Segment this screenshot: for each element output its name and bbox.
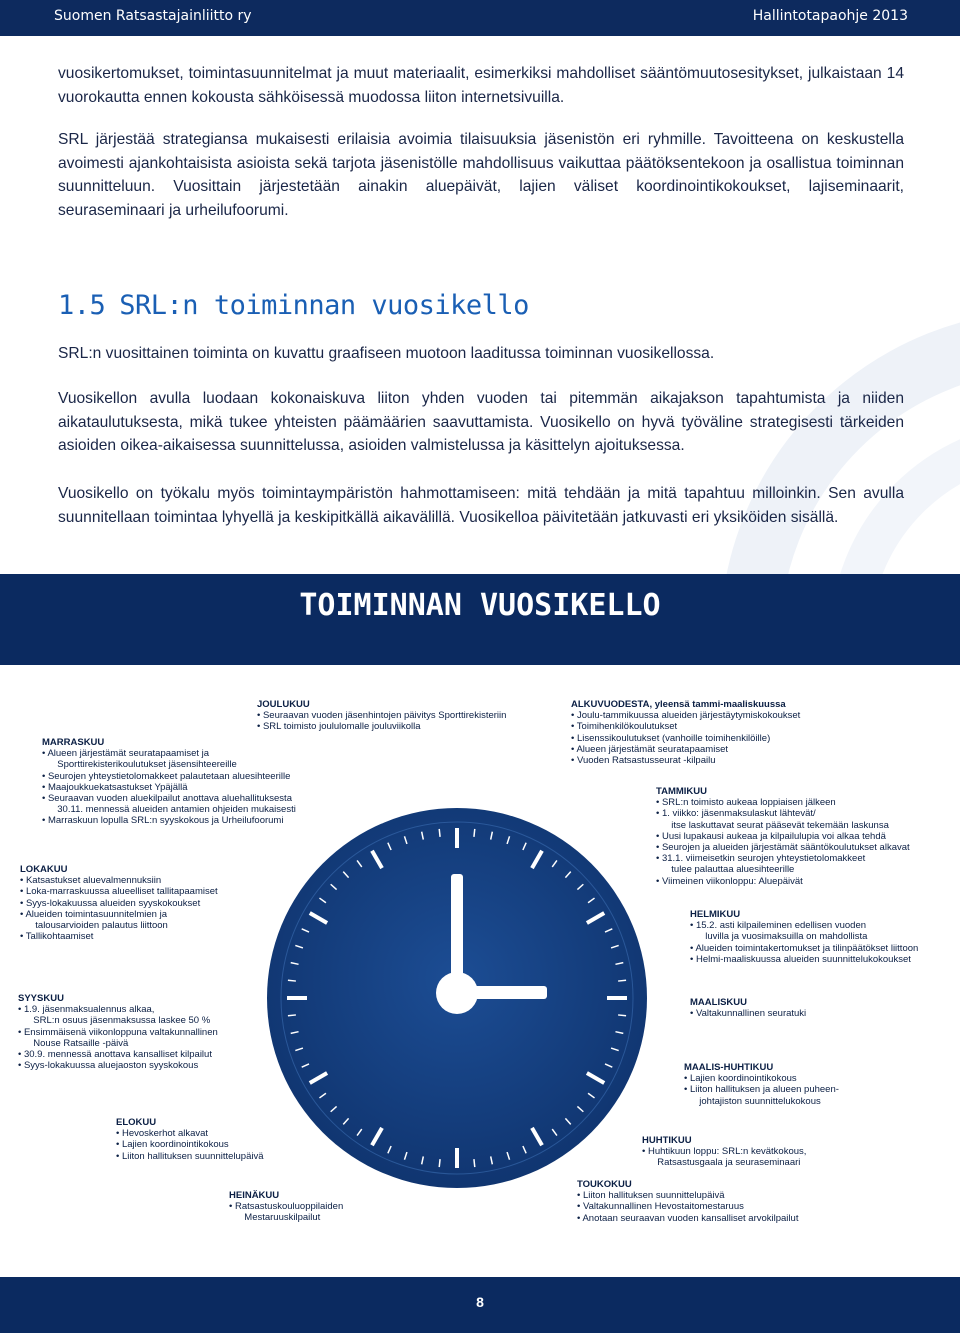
month-item: • 15.2. asti kilpaileminen edellisen vuoden luvilla ja vuosimaksuilla on mahdollista	[690, 920, 955, 942]
month-item: • SRL toimisto joululomalle jouluviikolla	[257, 721, 547, 732]
month-item: • Syys-lokakuussa aluejaoston syyskokous	[18, 1060, 258, 1071]
note-toukokuu	[577, 1179, 847, 1224]
month-item: • Liiton hallituksen suunnittelupäivä	[116, 1151, 316, 1162]
month-item: • Liiton hallituksen ja alueen puheen- johtajiston suunnittelukokous	[684, 1084, 924, 1106]
month-item: • Ensimmäisenä viikonloppuna valtakunnallinen Nouse Ratsaille -päivä	[18, 1027, 258, 1049]
minute-tick	[288, 1015, 296, 1016]
note-helmikuu	[690, 909, 955, 965]
month-item: • Viimeinen viikonloppu: Aluepäivät	[656, 876, 936, 887]
month-title: MAALIS-HUHTIKUU	[684, 1062, 774, 1073]
month-item: • Hevoskerhot alkavat	[116, 1128, 316, 1139]
intro-paragraph-2: SRL järjestää strategiansa mukaisesti erilaisia avoimia tilaisuuksia jäsenistön eri ryhmille. Tavoitteena on keskustella avoimesti ajankohtaisista asioista sekä tarjota jäsenistölle mahdollisuus vaikuttaa päätöksentekoon ja osallistua toiminnan suunnitteluun. Vuosittain järjestetään ainakin aluepäivät, lajien väliset koordinointikokoukset, lajiseminaarit, seuraseminaari ja urheilufoorumi.	[58, 131, 904, 219]
section-title: SRL:n toiminnan vuosikello	[119, 290, 529, 321]
month-item: • Valtakunnallinen seuratuki	[690, 1008, 920, 1019]
month-item: • Seurojen yhteystietolomakkeet palautetaan aluesihteerille	[42, 771, 332, 782]
note-joulukuu	[257, 699, 547, 733]
month-item: • Seurojen ja alueiden järjestämät sääntökoulutukset alkavat	[656, 842, 936, 853]
clock-center	[436, 972, 478, 1014]
month-item: • Uusi lupakausi aukeaa ja kilpailulupia voi alkaa tehdä	[656, 831, 936, 842]
month-title: SYYSKUU	[18, 993, 64, 1004]
month-title: MAALISKUU	[690, 997, 747, 1008]
month-title: TAMMIKUU	[656, 786, 708, 797]
month-item: • Syys-lokakuussa alueiden syyskokoukset	[20, 898, 260, 909]
intro-paragraph-1: vuosikertomukset, toimintasuunnitelmat ja muut materiaalit, esimerkiksi mahdolliset sääntömuutosesitykset, julkaistaan 14 vuorokautta ennen kokousta sähköisessä muodossa liiton internetsivuilla.	[58, 65, 904, 106]
clock-graphic	[265, 806, 649, 1190]
month-item: • Toimihenkilökoulutukset	[571, 721, 871, 732]
minute-tick	[439, 1159, 440, 1167]
month-title: ALKUVUODESTA, yleensä tammi-maaliskuussa	[571, 699, 786, 710]
month-item: • Lajien koordinointikokous	[116, 1139, 316, 1150]
document-title: Hallintotapaohje 2013	[752, 8, 908, 24]
month-item: • Tallikohtaamiset	[20, 931, 260, 942]
month-title: MARRASKUU	[42, 737, 105, 748]
month-item: • Alueen järjestämät seuratapaamiset ja Sporttirekisterikoulutukset jäsensihteereille	[42, 748, 332, 770]
month-item: • Valtakunnallinen Hevostaitomestaruus	[577, 1201, 847, 1212]
month-item: • Vuoden Ratsastusseurat -kilpailu	[571, 755, 871, 766]
note-elokuu	[116, 1117, 316, 1162]
month-item: • Joulu-tammikuussa alueiden järjestäytymiskokoukset	[571, 710, 871, 721]
note-tammikuu	[656, 786, 936, 887]
body-paragraph-3: Vuosikello on työkalu myös toimintaympäristön hahmottamiseen: mitä tehdään ja mitä tapahtuu milloinkin. Sen avulla suunnitellaan toimintaa lyhyellä ja keskipitkällä aikavälillä. Vuosikelloa päivitetään jatkuvasti eri yksiköiden sisällä.	[58, 485, 904, 526]
month-item: • Liiton hallituksen suunnittelupäivä	[577, 1190, 847, 1201]
month-item: • Alueen järjestämät seuratapaamiset	[571, 744, 871, 755]
month-item: • Huhtikuun loppu: SRL:n kevätkokous, Ratsastusgaala ja seuraseminaari	[642, 1146, 882, 1168]
month-item: • Seuraavan vuoden aluekilpailut anottava aluehallituksesta 30.11. mennessä alueiden antamien ohjeiden mukaisesti	[42, 793, 332, 815]
month-title: HELMIKUU	[690, 909, 741, 920]
month-item: • 1. viikko: jäsenmaksulaskut lähtevät/ itse laskuttavat seurat pääsevät tekemään laskunsa	[656, 808, 936, 830]
note-maaliskuu	[690, 997, 920, 1019]
note-maalis-huhtikuu	[684, 1062, 924, 1107]
month-item: • Lajien koordinointikokous	[684, 1073, 924, 1084]
body-paragraph-1: SRL:n vuosittainen toiminta on kuvattu graafiseen muotoon laaditussa toiminnan vuosikellossa.	[58, 345, 715, 362]
month-title: TOUKOKUU	[577, 1179, 632, 1190]
minute-tick	[288, 980, 296, 981]
note-alkuvuodesta	[571, 699, 871, 766]
month-title: JOULUKUU	[257, 699, 310, 710]
diagram-title: TOIMINNAN VUOSIKELLO	[299, 588, 661, 623]
minute-tick	[474, 829, 475, 837]
month-item: • 30.9. mennessä anottava kansalliset kilpailut	[18, 1049, 258, 1060]
month-item: • 1.9. jäsenmaksualennus alkaa, SRL:n osuus jäsenmaksussa laskee 50 %	[18, 1004, 258, 1026]
month-item: • Marraskuun lopulla SRL:n syyskokous ja Urheilufoorumi	[42, 815, 332, 826]
month-item: • Anotaan seuraavan vuoden kansalliset arvokilpailut	[577, 1213, 847, 1224]
month-item: • Katsastukset aluevalmennuksiin	[20, 875, 260, 886]
month-item: • Seuraavan vuoden jäsenhintojen päivitys Sporttirekisteriin	[257, 710, 547, 721]
month-title: ELOKUU	[116, 1117, 157, 1128]
minute-tick	[618, 1015, 626, 1016]
minute-tick	[474, 1159, 475, 1167]
month-item: • Helmi-maaliskuussa alueiden suunnittelukokoukset	[690, 954, 955, 965]
page-number: 8	[476, 1294, 484, 1310]
note-syyskuu	[18, 993, 258, 1071]
month-title: HUHTIKUU	[642, 1135, 692, 1146]
body-paragraph-2: Vuosikellon avulla luodaan kokonaiskuva liiton yhden vuoden tai pitemmän aikajakson tapahtumista ja niiden aikataulutuksesta, mikä tukee yhteisten päämäärien saavuttamista. Vuosikello on hyvä työväline strategisesti tärkeiden asioiden oikea-aikaisessa suunnittelussa, asioiden valmistelussa ja käsittelyn ajoituksessa.	[58, 390, 904, 454]
page-footer	[0, 1277, 960, 1333]
minute-tick	[439, 829, 440, 837]
month-item: • Alueiden toimintakertomukset ja tilinpäätökset liittoon	[690, 943, 955, 954]
month-title: HEINÄKUU	[229, 1190, 280, 1201]
note-lokakuu	[20, 864, 260, 942]
page-header	[0, 0, 960, 36]
section-number: 1.5	[58, 290, 106, 321]
month-item: • SRL:n toimisto aukeaa loppiaisen jälkeen	[656, 797, 936, 808]
month-item: • 31.1. viimeisetkin seurojen yhteystietolomakkeet tulee palauttaa aluesihteerille	[656, 853, 936, 875]
month-item: • Loka-marraskuussa alueelliset tallitapaamiset	[20, 886, 260, 897]
month-item: • Alueiden toimintasuunnitelmien ja talousarvioiden palautus liittoon	[20, 909, 260, 931]
organization-name: Suomen Ratsastajainliitto ry	[54, 8, 252, 24]
note-marraskuu	[42, 737, 332, 827]
month-title: LOKAKUU	[20, 864, 68, 875]
section-heading	[58, 290, 529, 321]
minute-tick	[618, 980, 626, 981]
month-item: • Lisenssikoulutukset (vanhoille toimihenkilöille)	[571, 733, 871, 744]
note-huhtikuu	[642, 1135, 882, 1169]
note-heinakuu	[229, 1190, 429, 1224]
month-item: • Maajoukkuekatsastukset Ypäjällä	[42, 782, 332, 793]
month-item: • Ratsastuskouluoppilaiden Mestaruuskilpailut	[229, 1201, 429, 1223]
